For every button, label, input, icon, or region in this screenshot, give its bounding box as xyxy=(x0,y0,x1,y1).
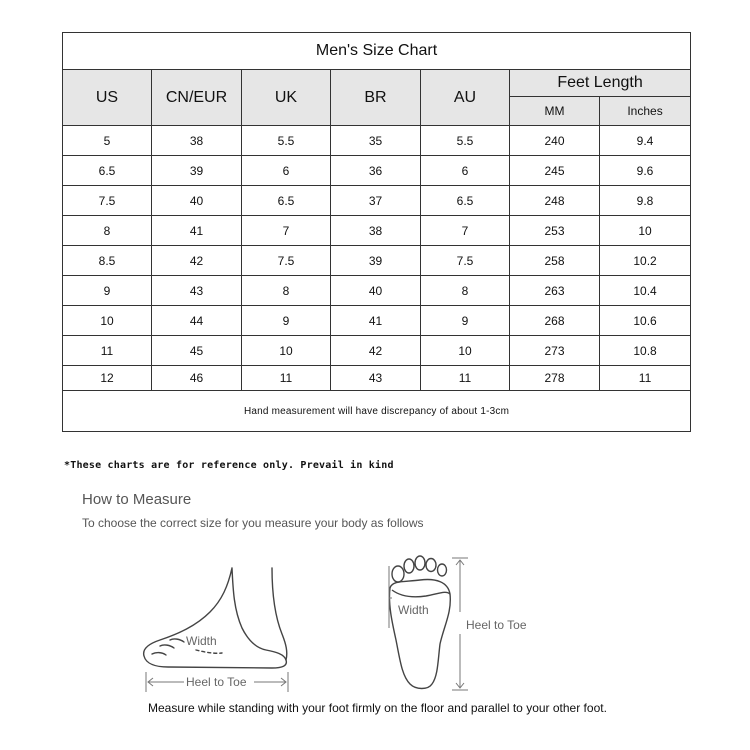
cell-uk: 7 xyxy=(242,216,331,246)
cell-mm: 258 xyxy=(510,246,600,276)
sole-foot-icon xyxy=(389,556,450,689)
cell-us: 8 xyxy=(63,216,152,246)
cell-br: 36 xyxy=(331,156,421,186)
cell-cn-eur: 45 xyxy=(152,336,242,366)
cell-au: 5.5 xyxy=(421,126,510,156)
cell-uk: 7.5 xyxy=(242,246,331,276)
cell-us: 7.5 xyxy=(63,186,152,216)
cell-inches: 10.6 xyxy=(600,306,691,336)
how-to-measure-subtitle: To choose the correct size for you measure your body as follows xyxy=(82,516,424,530)
cell-br: 38 xyxy=(331,216,421,246)
measurement-discrepancy-note: Hand measurement will have discrepancy of about 1-3cm xyxy=(63,391,691,432)
header-br: BR xyxy=(331,70,421,126)
header-us: US xyxy=(63,70,152,126)
cell-au: 9 xyxy=(421,306,510,336)
cell-mm: 245 xyxy=(510,156,600,186)
cell-br: 43 xyxy=(331,366,421,391)
cell-au: 7 xyxy=(421,216,510,246)
cell-au: 10 xyxy=(421,336,510,366)
measure-instruction: Measure while standing with your foot firmly on the floor and parallel to your other foot. xyxy=(148,701,607,715)
cell-au: 8 xyxy=(421,276,510,306)
cell-br: 35 xyxy=(331,126,421,156)
cell-uk: 5.5 xyxy=(242,126,331,156)
cell-uk: 10 xyxy=(242,336,331,366)
header-uk: UK xyxy=(242,70,331,126)
cell-cn-eur: 42 xyxy=(152,246,242,276)
cell-us: 8.5 xyxy=(63,246,152,276)
cell-inches: 10 xyxy=(600,216,691,246)
cell-mm: 268 xyxy=(510,306,600,336)
cell-br: 41 xyxy=(331,306,421,336)
cell-us: 12 xyxy=(63,366,152,391)
cell-inches: 10.2 xyxy=(600,246,691,276)
header-mm: MM xyxy=(510,97,600,126)
cell-mm: 273 xyxy=(510,336,600,366)
side-width-label: Width xyxy=(186,634,217,648)
cell-br: 40 xyxy=(331,276,421,306)
cell-au: 6.5 xyxy=(421,186,510,216)
cell-inches: 9.4 xyxy=(600,126,691,156)
cell-us: 11 xyxy=(63,336,152,366)
side-foot-icon xyxy=(144,568,287,668)
header-inches: Inches xyxy=(600,97,691,126)
cell-inches: 9.6 xyxy=(600,156,691,186)
header-feet-length: Feet Length xyxy=(510,70,691,97)
cell-cn-eur: 43 xyxy=(152,276,242,306)
cell-inches: 10.8 xyxy=(600,336,691,366)
cell-mm: 240 xyxy=(510,126,600,156)
cell-cn-eur: 46 xyxy=(152,366,242,391)
header-au: AU xyxy=(421,70,510,126)
cell-us: 9 xyxy=(63,276,152,306)
header-cn-eur: CN/EUR xyxy=(152,70,242,126)
cell-us: 6.5 xyxy=(63,156,152,186)
sole-width-label: Width xyxy=(398,603,429,617)
cell-uk: 8 xyxy=(242,276,331,306)
cell-au: 11 xyxy=(421,366,510,391)
cell-mm: 263 xyxy=(510,276,600,306)
cell-cn-eur: 38 xyxy=(152,126,242,156)
how-to-measure-title: How to Measure xyxy=(82,491,192,508)
cell-au: 7.5 xyxy=(421,246,510,276)
cell-cn-eur: 41 xyxy=(152,216,242,246)
cell-au: 6 xyxy=(421,156,510,186)
side-length-label: Heel to Toe xyxy=(186,675,247,689)
cell-us: 10 xyxy=(63,306,152,336)
cell-inches: 9.8 xyxy=(600,186,691,216)
cell-cn-eur: 39 xyxy=(152,156,242,186)
cell-br: 42 xyxy=(331,336,421,366)
cell-uk: 11 xyxy=(242,366,331,391)
cell-uk: 9 xyxy=(242,306,331,336)
cell-mm: 278 xyxy=(510,366,600,391)
cell-br: 39 xyxy=(331,246,421,276)
cell-cn-eur: 40 xyxy=(152,186,242,216)
cell-uk: 6.5 xyxy=(242,186,331,216)
cell-mm: 253 xyxy=(510,216,600,246)
reference-disclaimer: *These charts are for reference only. Prevail in kind xyxy=(64,460,394,471)
sole-length-label: Heel to Toe xyxy=(466,618,527,632)
cell-inches: 11 xyxy=(600,366,691,391)
cell-cn-eur: 44 xyxy=(152,306,242,336)
cell-us: 5 xyxy=(63,126,152,156)
cell-mm: 248 xyxy=(510,186,600,216)
chart-title: Men's Size Chart xyxy=(63,33,691,70)
cell-uk: 6 xyxy=(242,156,331,186)
cell-inches: 10.4 xyxy=(600,276,691,306)
cell-br: 37 xyxy=(331,186,421,216)
